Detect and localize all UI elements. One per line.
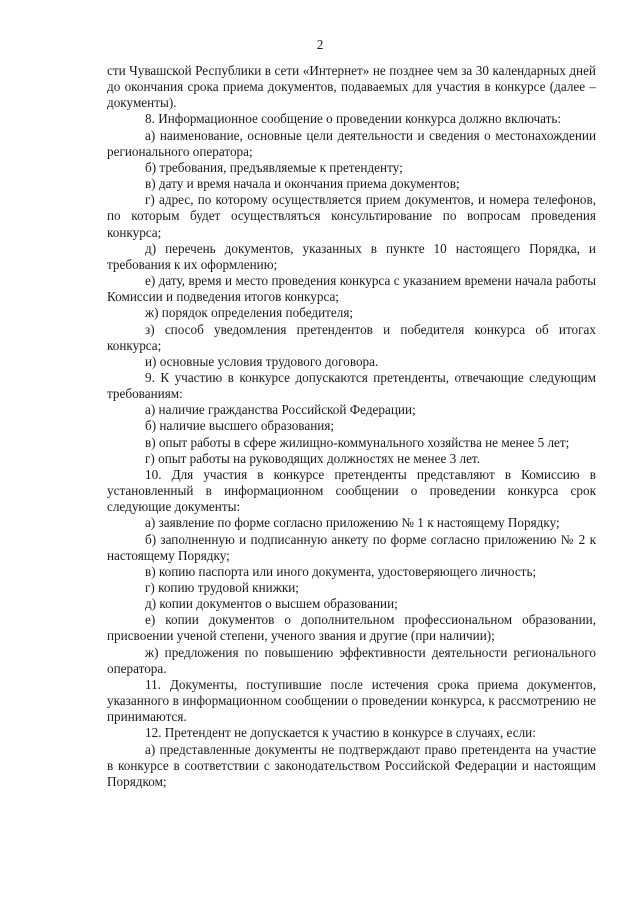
clause-8: 8. Информационное сообщение о проведении конкурса должно включать: bbox=[145, 111, 562, 127]
clause-10-item-e: е) копии документов о дополнительном профессиональном образовании, присвоении ученой степени, ученого звания и другие (при наличии); bbox=[107, 612, 596, 644]
clause-9-item-b: б) наличие высшего образования; bbox=[145, 418, 335, 434]
clause-10-item-zh: ж) предложения по повышению эффективности деятельности регионального оператора. bbox=[107, 644, 596, 676]
clause-10-item-b: б) заполненную и подписанную анкету по форме согласно приложению № 2 к настоящему Порядку; bbox=[107, 531, 596, 563]
clause-12-item-a: а) представленные документы не подтверждают право претендента на участие в конкурсе в соответствии с законодательством Российской Федерации и настоящим Порядком; bbox=[107, 741, 596, 789]
clause-8-item-g: г) адрес, по которому осуществляется прием документов, и номера телефонов, по которым будет осуществляться консультирование по вопросам проведения конкурса; bbox=[107, 192, 596, 240]
page-number: 2 bbox=[316, 37, 324, 52]
clause-12: 12. Претендент не допускается к участию в конкурсе в случаях, если: bbox=[145, 725, 536, 741]
clause-8-item-zh: ж) порядок определения победителя; bbox=[145, 305, 354, 321]
clause-8-item-z: з) способ уведомления претендентов и победителя конкурса об итогах конкурса; bbox=[107, 321, 596, 353]
clause-8-item-a: а) наименование, основные цели деятельности и сведения о местонахождении регионального оператора; bbox=[107, 127, 596, 159]
clause-9-item-a: а) наличие гражданства Российской Федерации; bbox=[145, 402, 416, 418]
clause-10-item-g: г) копию трудовой книжки; bbox=[145, 580, 299, 595]
clause-9: 9. К участию в конкурсе допускаются претенденты, отвечающие следующим требованиям: bbox=[107, 369, 596, 402]
clause-10-item-v: в) копию паспорта или иного документа, удостоверяющего личность; bbox=[145, 563, 537, 579]
clause-10-item-a: а) заявление по форме согласно приложению № 1 к настоящему Порядку; bbox=[145, 515, 560, 531]
clause-8-item-d: д) перечень документов, указанных в пункте 10 настоящего Порядка, и требования к их оформлению; bbox=[107, 240, 596, 272]
clause-9-item-v: в) опыт работы в сфере жилищно-коммунального хозяйства не менее 5 лет; bbox=[145, 434, 570, 450]
document-body bbox=[107, 63, 596, 790]
paragraph-continuation: сти Чувашской Республики в сети «Интернет» не позднее чем за 30 календарных дней до окончания срока приема документов, подаваемых для участия в конкурсе (далее – документы). bbox=[107, 63, 596, 111]
clause-10-item-d: д) копии документов о высшем образовании; bbox=[145, 596, 398, 612]
clause-8-item-i: и) основные условия трудового договора. bbox=[145, 353, 379, 369]
clause-10: 10. Для участия в конкурсе претенденты представляют в Комиссию в установленный в информационном сообщении о проведении конкурса срок следующие документы: bbox=[107, 466, 596, 515]
clause-8-item-v: в) дату и время начала и окончания приема документов; bbox=[145, 176, 460, 192]
clause-8-item-b: б) требования, предъявляемые к претенденту; bbox=[145, 159, 403, 175]
clause-11: 11. Документы, поступившие после истечения срока приема документов, указанного в информационном сообщении о проведении конкурса, к рассмотрению не принимаются. bbox=[107, 676, 596, 725]
clause-8-item-e: е) дату, время и место проведения конкурса с указанием времени начала работы Комиссии и подведения итогов конкурса; bbox=[107, 273, 596, 305]
clause-9-item-g: г) опыт работы на руководящих должностях не менее 3 лет. bbox=[145, 450, 481, 466]
